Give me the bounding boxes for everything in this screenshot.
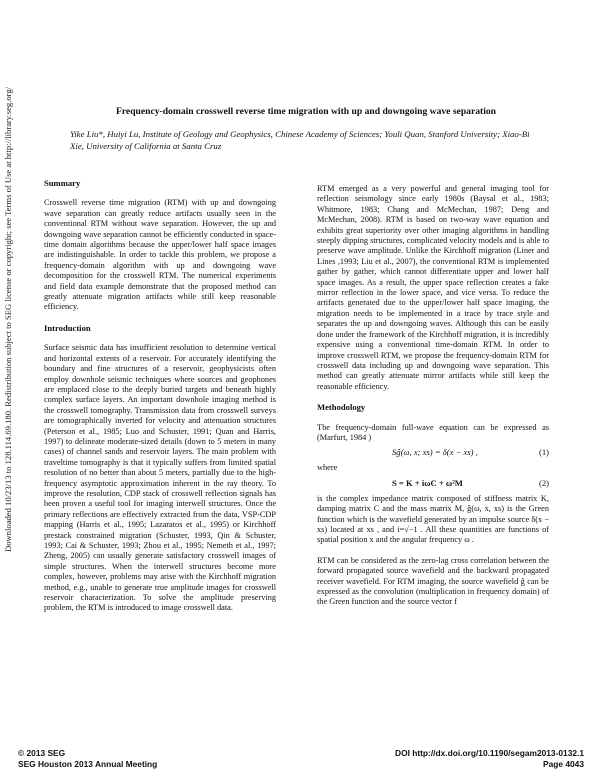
equation-1-number: (1) bbox=[538, 447, 549, 458]
cross-correlation-paragraph: RTM can be considered as the zero-lag cross correlation between the forward propagated source wavefield and the backward propagated receiver wavefield. For RTM imaging, the source wavefield ĝ can be expressed as the convolution (multiplication in frequency domain) of the Green function and the source vector f bbox=[317, 555, 549, 607]
left-column bbox=[44, 178, 276, 624]
introduction-heading: Introduction bbox=[44, 322, 91, 333]
introduction-paragraph: Surface seismic data has insufficient resolution to determine vertical and horizontal extents of a reservoir. For accurately identifying the boundary and fine structures of a reservoir, geophysicists often employ downhole seismic techniques where sources and geophones are emplaced close to the deeply buried targets and beneath highly complex surface layers. An important downhole imaging method is the crosswell tomography. Transmission data from crosswell surveys are tomographically inverted for velocity and attenuation structures (Peterson et al., 1985; Luo and Schuster, 1991; Quan and Harris, 1997) to delineate moderate-sized details (down to 5 meters in many cases) of channel sands and reservoir layers. The main problem with traveltime tomography is that it typically suffers from limited spatial resolution of no better than about 5 meters, partially due to the high-frequency asymptotic approximation inherent in the ray theory. To improve the resolution, CDP stack of crosswell reflection signals has been proven a useful tool for imaging interwell structures. Once the primary reflections are effectively extracted from the data, VSP-CDP mapping (Harris et al., 1995; Lazaratos et al., 1995) or Kirchhoff prestack constrained migration (Schuster, 1993, Qin & Schuster, 1993; Cai & Schuster, 1993; Zhou et al., 1995; Nemeth et al., 1997; Zheng, 2005) can usually generate satisfactory crosswell images of simple structures. When the interwell structures become more complex, however, problems may arise with the Kirchhoff migration method, e.g., unable to generate true amplitude images for crosswell reservoir characterization. To solve the amplitude preserving problem, the RTM is introduced to image crosswell data. bbox=[44, 343, 276, 613]
equation-1-body: Sĝ(ω, x; xs) = δ(x − xs) , bbox=[392, 447, 478, 458]
equation-2-body: S = K + iωC + ω²M bbox=[392, 477, 463, 488]
page-number: Page 4043 bbox=[543, 759, 584, 769]
meeting-name: SEG Houston 2013 Annual Meeting bbox=[18, 759, 158, 769]
summary-heading: Summary bbox=[44, 178, 81, 188]
footer-right bbox=[395, 748, 584, 770]
equation-2 bbox=[317, 476, 549, 494]
wave-equation-intro: The frequency-domain full-wave equation can be expressed as (Marfurt, 1984 ) bbox=[317, 422, 549, 442]
impedance-paragraph: is the complex impedance matrix composed of stiffness matrix K, damping matrix C and the mass matrix M, ĝ(ω, x, xs) is the Green function which is the wavefield generated by an impulse source δ(x − xs) located at xs , and i=√−1 . All these quantities are functions of spatial position x and the angular frequency ω . bbox=[317, 493, 549, 545]
doi-link[interactable]: DOI http://dx.doi.org/10.1190/segam2013-0132.1 bbox=[395, 748, 584, 758]
footer-left bbox=[18, 748, 157, 770]
equation-1 bbox=[317, 445, 549, 463]
copyright-text: © 2013 SEG bbox=[18, 748, 66, 758]
equation-2-number: (2) bbox=[538, 477, 549, 488]
download-notice: Downloaded 10/23/13 to 128.114.69.180. Redistribution subject to SEG license or copyright; see Terms of Use at http://library.seg.org/ bbox=[3, 86, 13, 552]
methodology-heading: Methodology bbox=[317, 402, 366, 413]
summary-paragraph: Crosswell reverse time migration (RTM) with up and downgoing wave separation can greatly reduce artifacts usually seen in the conventional RTM without wave separation. However, the up and downgoing wave separation cannot be efficiently conducted in space-time domain algorithms because the upper/lower half space images are indistinguishable. In order to tackle this problem, we propose a frequency-domain algorithm with up and downgoing wave decomposition for the crosswell RTM. The numerical experiments and field data example demonstrate that the proposed method can greatly attenuate migration artifacts while still keep reasonable efficiency. bbox=[44, 198, 276, 312]
where-word: where bbox=[317, 463, 338, 473]
author-list: Yike Liu*, Huiyi Lu, Institute of Geology and Geophysics, Chinese Academy of Sciences; Youli Quan, Stanford University; Xiao-Bi Xie, University of California at Santa Cruz bbox=[70, 129, 530, 151]
rtm-paragraph: RTM emerged as a very powerful and general imaging tool for reflection seismology since early 1980s (Baysal et al., 1983; Whitmore, 1983; Chang and McMechan, 1987; Deng and McMechan, 2008). RTM is based on two-way wave equation and exhibits great superiority over other imaging algorithms in handling steeply dipping structures, complicated velocity models and is able to preserve wave amplitude. Unlike the Kirchhoff migration (Liner and Lines ,1993; Liu et al., 2007), the conventional RTM is implemented gather by gather, which cannot differentiate upper and lower half space images. As a result, the upper space reflection creates a fake mirror reflection in the lower space, and vice versa. To reduce the artifacts generated due to the upper/lower half space imaging, the migration needs to be implemented in a trace by trace style and separates the up and downgoing waves. Although this can be easily done under the framework of the Kirchhoff migration, it is incredibly expensive using a conventional time-domain RTM. In order to improve crosswell RTM, we propose the frequency-domain RTM for crosswell data including up and downgoing wave separation. This method can greatly attenuate mirror artifacts while still keep the reasonable efficiency. bbox=[317, 184, 549, 391]
paper-title: Frequency-domain crosswell reverse time migration with up and downgoing wave separation bbox=[115, 106, 496, 117]
right-column bbox=[317, 184, 549, 618]
